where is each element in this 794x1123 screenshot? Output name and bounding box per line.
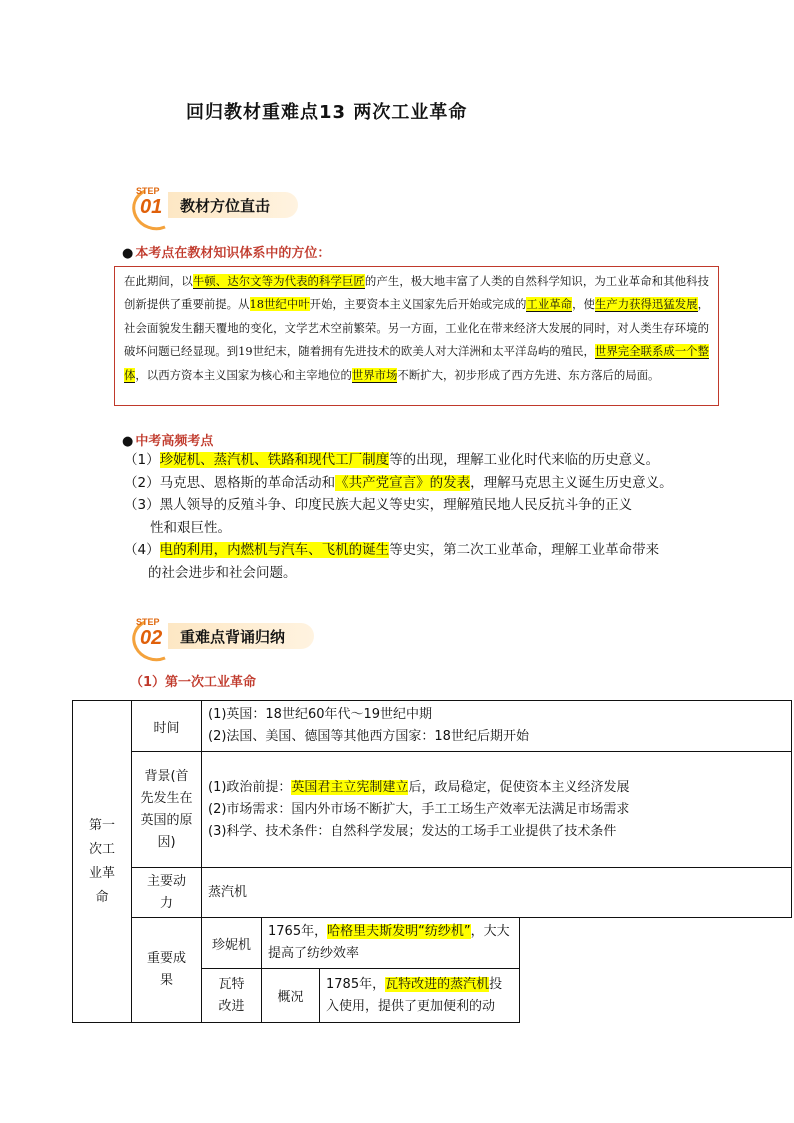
textbook-passage: [114, 266, 719, 406]
row-header-cell: 第一次工业革命: [73, 701, 132, 1023]
step-01-header: [132, 184, 322, 222]
watt-label: 瓦特改进: [202, 969, 262, 1023]
time-content: [202, 701, 792, 752]
list-item: [124, 494, 684, 517]
step-title: 重难点背诵归纳: [180, 628, 286, 646]
list-item: [124, 449, 684, 472]
step-badge: [132, 615, 176, 655]
subsection-title: （1）第一次工业革命: [130, 675, 257, 690]
table-row: [73, 918, 792, 969]
achievement-label: 重要成果: [132, 918, 202, 1023]
table-cell-text: ，大大提高了纺纱效率: [268, 924, 510, 961]
section-heading-text: 中考高频考点: [135, 434, 214, 449]
table-row: [73, 701, 792, 752]
exam-points-list: [124, 449, 684, 584]
step-number: 02: [140, 627, 163, 649]
table-cell-text: 1765年，: [268, 924, 328, 939]
passage-text: ，使: [572, 297, 595, 312]
passage-text: 的产生，极大地丰富了人类的自然科学知识，为工业革命和其他科技创新提供了重要前提。从: [124, 274, 709, 312]
step-title-bar: [168, 192, 298, 218]
list-item-number: （1）: [124, 452, 160, 468]
section-heading-exam: [122, 430, 213, 449]
table-cell-highlight: 英国君主立宪制建立: [291, 779, 409, 795]
passage-highlight: 生产力获得迅猛发展: [594, 297, 698, 312]
passage-text: 开始，主要资本主义国家先后开始或完成的: [309, 297, 527, 312]
page-title: 回归教材重难点13 两次工业革命: [186, 102, 468, 123]
power-label: 主要动力: [132, 868, 202, 918]
table-cell-text: (1)政治前提：: [208, 779, 292, 795]
list-item-text: （3）黑人领导的反殖斗争、印度民族大起义等史实，理解殖民地人民反抗斗争的正义: [124, 497, 633, 513]
section-heading-text: 本考点在教材知识体系中的方位：: [135, 246, 331, 261]
table-row: [73, 868, 792, 918]
step-badge: [132, 184, 176, 224]
list-item-text: 等的出现，理解工业化时代来临的历史意义。: [389, 452, 660, 468]
power-content: 蒸汽机: [202, 868, 792, 918]
table-cell-text: (2)市场需求：国内外市场不断扩大，手工工场生产效率无法满足市场需求: [208, 801, 630, 817]
passage-highlight: 18世纪中叶: [249, 297, 310, 312]
section-heading-position: [122, 242, 330, 261]
list-item: [124, 539, 684, 562]
watt-content: [320, 969, 520, 1023]
passage-highlight: 世界市场: [351, 367, 398, 382]
list-item: [124, 472, 684, 495]
time-label: 时间: [132, 701, 202, 752]
passage-highlight: 世界完全联系成一个整体: [124, 344, 709, 382]
background-label: 背景(首先发生在英国的原因): [132, 752, 202, 868]
table-cell-text: 1785年，: [326, 976, 386, 992]
empty-cell: [520, 918, 792, 1023]
table-cell-text: (3)科学、技术条件：自然科学发展；发达的工场手工业提供了技术条件: [208, 823, 617, 839]
list-item-number: （4）: [124, 542, 160, 558]
passage-highlight: 工业革命: [526, 297, 573, 312]
step-title: 教材方位直击: [180, 197, 271, 215]
table-cell-text: 后，政局稳定，促使资本主义经济发展: [408, 779, 630, 795]
industrial-revolution-table: [72, 700, 792, 1023]
table-cell-text: (2)法国、美国、德国等其他西方国家：18世纪后期开始: [208, 729, 529, 744]
list-item-continuation: 性和艰巨性。: [150, 519, 231, 536]
passage-highlight: 牛顿、达尔文等为代表的科学巨匠: [192, 274, 365, 288]
step-02-header: [132, 615, 322, 653]
list-item-highlight: 《共产党宣言》的发表: [335, 474, 471, 491]
table-cell-highlight: 哈格里夫斯发明“纺纱机”: [327, 924, 471, 939]
passage-text: ，社会面貌发生翻天覆地的变化，文学艺术空前繁荣。另一方面，工业化在带来经济大发展的同时，对人类生存环境的破坏问题已经显现。到19世纪末，随着拥有先进技术的欧美人对大洋洲和太平洋岛屿的殖民，: [124, 297, 709, 359]
table-row: [73, 752, 792, 868]
bullet-dot-icon: ●: [122, 246, 134, 261]
step-title-bar: [168, 623, 314, 649]
list-item-continuation: 的社会进步和社会问题。: [148, 564, 297, 581]
jenny-label: 珍妮机: [202, 918, 262, 969]
list-item-text: ，理解马克思主义诞生历史意义。: [470, 474, 673, 491]
bullet-dot-icon: ●: [122, 434, 134, 449]
table-cell-text: (1)英国：18世纪60年代～19世纪中期: [208, 707, 433, 722]
step-label: STEP: [136, 186, 160, 196]
passage-text: ，以西方资本主义国家为核心和主宰地位的: [135, 367, 352, 382]
list-item-text: （2）马克思、恩格斯的革命活动和: [124, 474, 336, 491]
passage-text: 在此期间，以: [124, 274, 193, 288]
table-cell-text: 投入使用，提供了更加便利的动: [326, 976, 503, 1014]
table-cell-text: [208, 777, 785, 799]
step-number: 01: [140, 196, 163, 218]
background-content: [202, 752, 792, 868]
overview-label: 概况: [262, 969, 320, 1023]
jenny-content: [262, 918, 520, 969]
list-item-highlight: 电的利用，内燃机与汽车、飞机的诞生: [159, 542, 390, 558]
passage-text: 不断扩大，初步形成了西方先进、东方落后的局面。: [397, 367, 660, 382]
list-item-text: 等史实，第二次工业革命，理解工业革命带来: [389, 542, 660, 558]
table-cell-highlight: 瓦特改进的蒸汽机: [385, 976, 490, 992]
step-label: STEP: [136, 617, 160, 627]
list-item-highlight: 珍妮机、蒸汽机、铁路和现代工厂制度: [159, 452, 390, 468]
